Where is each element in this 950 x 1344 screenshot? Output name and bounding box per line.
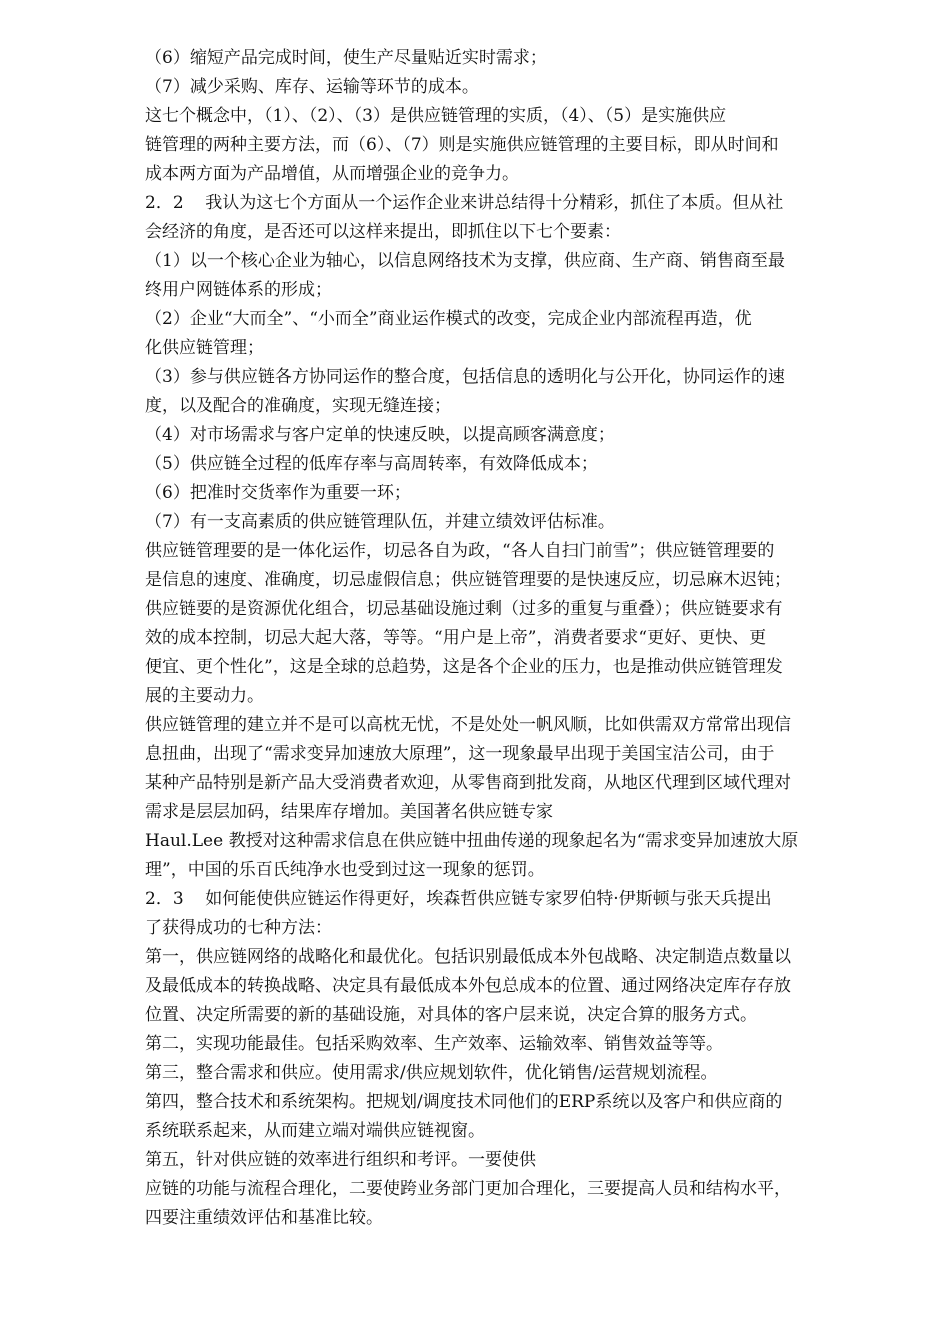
- text-line: （6）缩短产品完成时间，使生产尽量贴近实时需求；: [145, 48, 547, 68]
- paragraph-item-6a: [145, 44, 885, 73]
- text-line: （2）企业“大而全”、“小而全”商业运作模式的改变，完成企业内部流程再造，优: [145, 309, 752, 329]
- text-line: 2．2 我认为这七个方面从一个运作企业来讲总结得十分精彩，抓住了本质。但从社: [145, 193, 784, 213]
- text-line: 化供应链管理；: [145, 338, 264, 358]
- paragraph-method-4: [145, 1088, 885, 1146]
- text-line: 是信息的速度、准确度，切忌虚假信息；供应链管理要的是快速反应，切忌麻木迟钝；: [145, 570, 791, 590]
- text-line: 2．3 如何能使供应链运作得更好，埃森哲供应链专家罗伯特·伊斯顿与张天兵提出: [145, 889, 772, 909]
- text-line: 展的主要动力。: [145, 686, 264, 706]
- text-line: 第四，整合技术和系统架构。把规划/调度技术同他们的ERP系统以及客户和供应商的: [145, 1092, 783, 1112]
- text-line: 息扭曲，出现了“需求变异加速放大原理”，这一现象最早出现于美国宝洁公司，由于: [145, 744, 775, 764]
- text-line: 某种产品特别是新产品大受消费者欢迎，从零售商到批发商，从地区代理到区域代理对: [145, 773, 791, 793]
- text-line: （3）参与供应链各方协同运作的整合度，包括信息的透明化与公开化，协同运作的速: [145, 367, 785, 387]
- text-line: （5）供应链全过程的低库存率与高周转率，有效降低成本；: [145, 454, 598, 474]
- text-line: 第三，整合需求和供应。使用需求/供应规划软件，优化销售/运营规划流程。: [145, 1063, 718, 1083]
- text-line: 效的成本控制，切忌大起大落，等等。“用户是上帝”，消费者要求“更好、更快、更: [145, 628, 767, 648]
- text-line: 系统联系起来，从而建立端对端供应链视窗。: [145, 1121, 485, 1141]
- text-line: （4）对市场需求与客户定单的快速反映，以提高顾客满意度；: [145, 425, 615, 445]
- text-line: 链管理的两种主要方法，而（6）、（7）则是实施供应链管理的主要目标，即从时间和: [145, 135, 779, 155]
- text-line: 便宜、更个性化”，这是全球的总趋势，这是各个企业的压力，也是推动供应链管理发: [145, 657, 783, 677]
- document-page: [145, 44, 885, 1233]
- paragraph-factor-3: [145, 363, 885, 421]
- paragraph-bullwhip-para: [145, 711, 885, 885]
- text-line: 应链的功能与流程合理化，二要使跨业务部门更加合理化，三要提高人员和结构水平，: [145, 1179, 791, 1199]
- text-line: 供应链要的是资源优化组合，切忌基础设施过剩（过多的重复与重叠）；供应链要求有: [145, 599, 783, 619]
- text-line: 终用户网链体系的形成；: [145, 280, 332, 300]
- text-line: 四要注重绩效评估和基准比较。: [145, 1208, 383, 1228]
- paragraph-summary-para: [145, 102, 885, 189]
- paragraph-method-3: [145, 1059, 885, 1088]
- paragraph-method-2: [145, 1030, 885, 1059]
- paragraph-factor-2: [145, 305, 885, 363]
- text-line: （7）有一支高素质的供应链管理队伍，并建立绩效评估标准。: [145, 512, 615, 532]
- text-line: 供应链管理要的是一体化运作，切忌各自为政，“各人自扫门前雪”；供应链管理要的: [145, 541, 775, 561]
- text-line: （7）减少采购、库存、运输等环节的成本。: [145, 77, 479, 97]
- text-line: 度，以及配合的准确度，实现无缝连接；: [145, 396, 451, 416]
- text-line: 会经济的角度，是否还可以这样来提出，即抓住以下七个要素：: [145, 222, 621, 242]
- paragraph-section-2-2: [145, 189, 885, 247]
- text-line: （6）把准时交货率作为重要一环；: [145, 483, 411, 503]
- text-line: 第二，实现功能最佳。包括采购效率、生产效率、运输效率、销售效益等等。: [145, 1034, 723, 1054]
- text-line: 了获得成功的七种方法：: [145, 918, 332, 938]
- text-line: 这七个概念中，（1）、（2）、（3）是供应链管理的实质，（4）、（5）是实施供应: [145, 106, 727, 126]
- paragraph-integration-para: [145, 537, 885, 711]
- paragraph-factor-1: [145, 247, 885, 305]
- text-line: 第一，供应链网络的战略化和最优化。包括识别最低成本外包战略、决定制造点数量以: [145, 947, 791, 967]
- paragraph-item-7a: [145, 73, 885, 102]
- text-line: （1）以一个核心企业为轴心，以信息网络技术为支撑，供应商、生产商、销售商至最: [145, 251, 785, 271]
- paragraph-factor-4: [145, 421, 885, 450]
- paragraph-factor-6: [145, 479, 885, 508]
- text-line: 理”，中国的乐百氏纯净水也受到过这一现象的惩罚。: [145, 860, 545, 880]
- text-line: 供应链管理的建立并不是可以高枕无忧，不是处处一帆风顺，比如供需双方常常出现信: [145, 715, 791, 735]
- text-line: 位置、决定所需要的新的基础设施，对具体的客户层来说，决定合算的服务方式。: [145, 1005, 757, 1025]
- paragraph-method-1: [145, 943, 885, 1030]
- text-line: 第五，针对供应链的效率进行组织和考评。一要使供: [145, 1150, 536, 1170]
- text-line: 及最低成本的转换战略、决定具有最低成本外包总成本的位置、通过网络决定库存存放: [145, 976, 791, 996]
- paragraph-section-2-3: [145, 885, 885, 943]
- paragraph-factor-7: [145, 508, 885, 537]
- paragraph-method-5: [145, 1146, 885, 1233]
- text-line: Haul.Lee 教授对这种需求信息在供应链中扭曲传递的现象起名为“需求变异加速放大原: [145, 831, 799, 851]
- text-line: 需求是层层加码，结果库存增加。美国著名供应链专家: [145, 802, 553, 822]
- paragraph-factor-5: [145, 450, 885, 479]
- text-line: 成本两方面为产品增值，从而增强企业的竞争力。: [145, 164, 519, 184]
